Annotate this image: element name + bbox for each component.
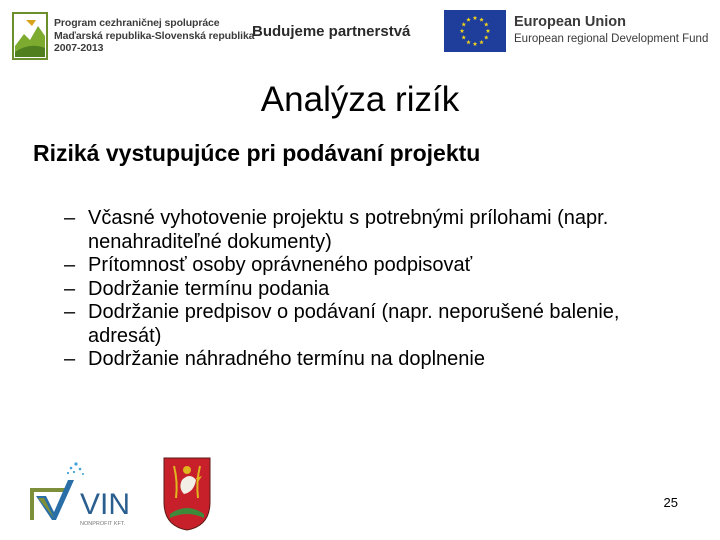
bullet-item (64, 348, 664, 372)
program-emblem-icon (12, 12, 48, 60)
partnership-slogan: Budujeme partnerstvá (252, 23, 411, 40)
slide-subtitle: Riziká vystupujúce pri podávaní projektu (33, 140, 481, 166)
bullet-text: Dodržanie predpisov o podávaní (napr. neporušené balenie, adresát) (88, 301, 620, 347)
eu-title: European Union (514, 14, 626, 30)
page-number: 25 (663, 495, 678, 510)
bullet-dash: – (64, 207, 76, 229)
program-text (54, 17, 254, 55)
vin-logo-subtext: NONPROFIT KFT. (80, 521, 126, 527)
bullet-dash: – (64, 348, 76, 370)
vin-logo-text: VIN (80, 488, 131, 521)
program-logo (12, 8, 255, 64)
bullet-text: Dodržanie náhradného termínu na doplnenie (88, 348, 485, 370)
eu-subtitle: European regional Development Fund (514, 33, 709, 45)
slide-title: Analýza rizík (260, 80, 460, 119)
bullet-text: Dodržanie termínu podania (88, 277, 330, 300)
program-line-2: Maďarská republika-Slovenská republika (54, 29, 255, 42)
eu-label (514, 14, 708, 45)
program-line-1: Program cezhraničnej spolupráce (54, 17, 220, 29)
bullet-dash: – (64, 301, 76, 323)
bullet-text: Prítomnosť osoby oprávneného podpisovať (88, 254, 473, 276)
vin-logo (24, 458, 150, 530)
bullet-item (64, 278, 664, 302)
bullet-dash: – (64, 277, 76, 300)
program-line-3: 2007-2013 (54, 42, 104, 54)
eu-flag-icon (444, 10, 506, 52)
bullet-text: Včasné vyhotovenie projektu s potrebnými prílohami (napr. nenahraditeľné dokumenty) (88, 207, 609, 253)
coat-of-arms-icon (162, 452, 212, 532)
bullet-list (64, 207, 664, 372)
bullet-item (64, 207, 664, 254)
bullet-dash: – (64, 254, 76, 276)
bullet-item (64, 301, 664, 348)
bullet-item (64, 254, 664, 278)
